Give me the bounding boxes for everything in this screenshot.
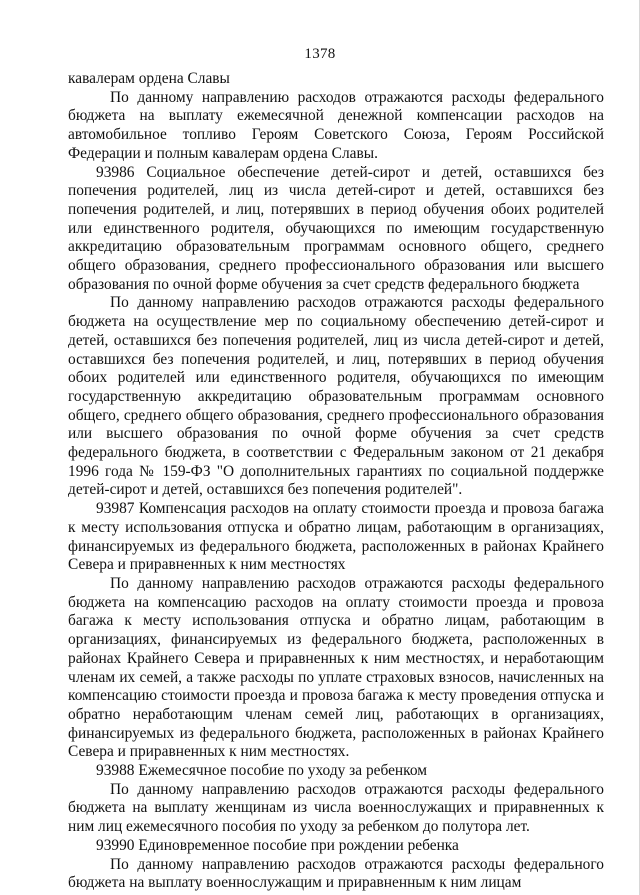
paragraph-body: По данному направлению расходов отражаются расходы федерального бюджета на выплату ежемесячной денежной компенсации расходов на автомобильное топливо Героям Советского Союза, Героям Российской Федерации и полным кавалерам ордена Славы. bbox=[68, 88, 604, 162]
paragraph-heading-93990: 93990 Единовременное пособие при рождении ребенка bbox=[96, 836, 459, 854]
document-body bbox=[68, 70, 604, 893]
paragraph-body: По данному направлению расходов отражаются расходы федерального бюджета на компенсацию расходов на оплату стоимости проезда и провоза багажа к месту использования отпуска и обратно лицам, работающим в организациях, финансируемых из федерального бюджета, расположенных в районах Крайнего Севера и приравненных к ним местностях, и неработающим членам их семей, а также расходы по уплате страховых взносов, начисленных на компенсацию стоимости проезда и провоза багажа к месту проведения отпуска и обратно неработающим членам семей лиц, работающих в организациях, финансируемых из федерального бюджета, расположенных в районах Крайнего Севера и приравненных к ним местностях. bbox=[68, 574, 604, 761]
paragraph-body: По данному направлению расходов отражаются расходы федерального бюджета на осуществление мер по социальному обеспечению детей-сирот и детей, оставшихся без попечения родителей, лиц из числа детей-сирот и детей, оставшихся без попечения родителей, и лиц, потерявших в период обучения обоих родителей или единственного родителя, обучающихся по имеющим государственную аккредитацию образовательным программам основного общего, среднего общего образования, среднего профессионального образования или высшего образования по очной форме обучения за счет средств федерального бюджета, в соответствии с Федеральным законом от 21 декабря 1996 года № 159-ФЗ "О дополнительных гарантиях по социальной поддержке детей-сирот и детей, оставшихся без попечения родителей". bbox=[68, 294, 604, 499]
paragraph-body: По данному направлению расходов отражаются расходы федерального бюджета на выплату военнослужащим и приравненным к ним лицам bbox=[68, 855, 604, 892]
paragraph-continuation: кавалерам ордена Славы bbox=[68, 70, 230, 87]
paragraph-heading-93987: 93987 Компенсация расходов на оплату стоимости проезда и провоза багажа к месту использования отпуска и обратно лицам, работающим в организациях, финансируемых из федерального бюджета, расположенных в районах Крайнего Севера и приравненных к ним местностях bbox=[68, 500, 604, 574]
paragraph-heading-93986: 93986 Социальное обеспечение детей-сирот и детей, оставшихся без попечения родителей, лиц из числа детей-сирот и детей, оставшихся без попечения родителей, и лиц, потерявших в период обучения обоих родителей или единственного родителя, обучающихся по имеющим государственную аккредитацию образовательным программам основного общего, среднего общего образования, среднего профессионального образования или высшего образования по очной форме обучения за счет средств федерального бюджета bbox=[68, 163, 604, 293]
paragraph-heading-93988: 93988 Ежемесячное пособие по уходу за ребенком bbox=[96, 762, 428, 780]
page-number: 1378 bbox=[304, 46, 336, 62]
paragraph-body: По данному направлению расходов отражаются расходы федерального бюджета на выплату женщинам из числа военнослужащих и приравненных к ним лиц ежемесячного пособия по уходу за ребенком до полутора лет. bbox=[68, 780, 604, 836]
